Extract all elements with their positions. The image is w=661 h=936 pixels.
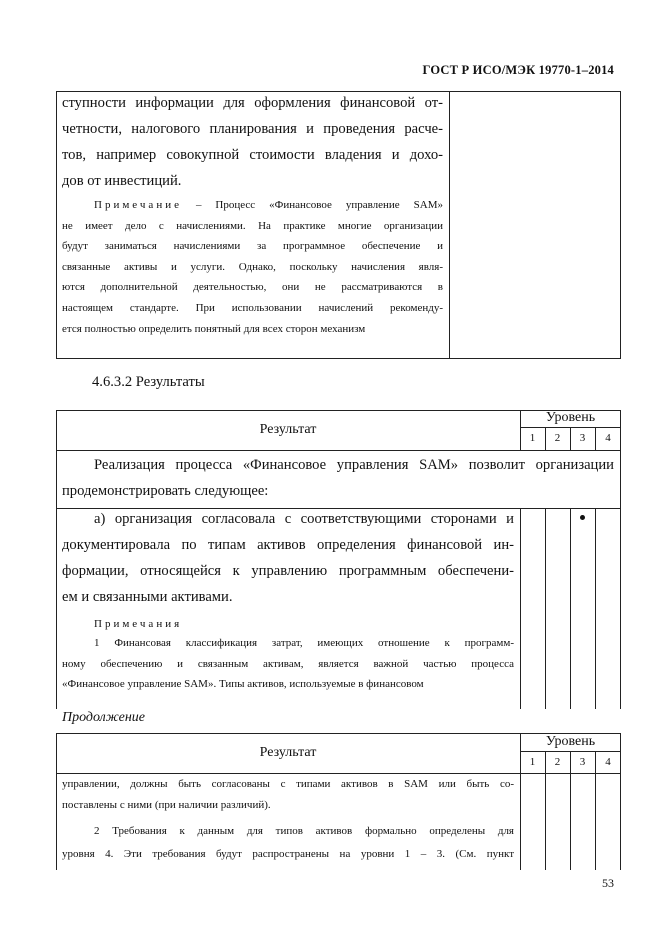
level-3-header: 3 xyxy=(579,756,586,768)
table-2-body-divider xyxy=(595,508,596,709)
table-1-body xyxy=(62,90,443,194)
table-2-intro xyxy=(62,452,614,504)
note-2-line: уровня 4. Эти требования будут распространены на уровни 1 – 3. (См. пункт xyxy=(62,848,514,860)
text-line: дов от инвестиций. xyxy=(62,173,182,189)
level-mark-dot xyxy=(580,515,585,520)
level-4-header: 4 xyxy=(605,756,611,768)
notes-label-text: Примечания xyxy=(94,618,183,630)
page-number: 53 xyxy=(602,876,614,890)
table-3-divider xyxy=(570,751,571,870)
level-1-header: 1 xyxy=(529,756,536,768)
intro-line: продемонстрировать следующее: xyxy=(62,483,269,499)
table-3-divider xyxy=(520,733,521,870)
standard-header: ГОСТ Р ИСО/МЭК 19770-1–2014 xyxy=(422,63,614,77)
note-line: будут заниматься начислениями за программное обеспечение и xyxy=(62,240,443,253)
column-header-result: Результат xyxy=(259,745,317,760)
table-2-body-divider xyxy=(545,508,546,709)
level-1-header: 1 xyxy=(529,432,536,444)
section-heading: 4.6.3.2 Результаты xyxy=(92,374,205,390)
note-line: ются дополнительной деятельностью, они не рассматриваются в xyxy=(62,281,443,294)
level-3-header: 3 xyxy=(579,432,586,444)
note-1-line: 1 Финансовая классификация затрат, имеющих отношение к программ- xyxy=(94,637,514,649)
note-1-line: «Финансовое управление SAM». Типы активов, используемые в финансовом xyxy=(62,678,424,691)
note-label: Примечание xyxy=(94,199,182,211)
continuation-label: Продолжение xyxy=(62,710,145,725)
table-1-divider xyxy=(449,91,450,359)
table-2-body-divider xyxy=(570,508,571,709)
column-header-level: Уровень xyxy=(545,410,596,425)
notes-label xyxy=(94,614,182,635)
note-line: связанные активы и услуги. Однако, поскольку начисления явля- xyxy=(62,260,443,273)
text-line: тов, например совокупной стоимости владения и дохо- xyxy=(62,147,443,163)
text-line: четности, налогового планирования и проведения расче- xyxy=(62,121,443,137)
text-line: ступности информации для оформления финансовой от- xyxy=(62,95,443,111)
item-a-line: а) организация согласовала с соответствующими сторонами и xyxy=(94,511,514,527)
note-1 xyxy=(62,633,514,695)
text-line: управлении, должны быть согласованы с типами активов в SAM или быть со- xyxy=(62,778,514,790)
column-header-result: Результат xyxy=(259,422,317,437)
table-3-divider xyxy=(595,751,596,870)
column-header-level: Уровень xyxy=(545,734,596,749)
intro-line: Реализация процесса «Финансовое управления SAM» позволит организации xyxy=(94,457,614,473)
table-2-body-divider xyxy=(520,508,521,709)
note-2-line: 2 Требования к данным для типов активов формально определены для xyxy=(94,825,514,837)
table-1-note xyxy=(62,195,443,339)
level-2-header: 2 xyxy=(554,432,561,444)
item-a-line: формации, относящейся к управлению программным обеспечени- xyxy=(62,563,514,579)
note-line: ется полностью определить понятный для всех сторон механизм xyxy=(62,322,366,335)
item-a-line: документировала по типам активов определения финансовой ин- xyxy=(62,537,514,553)
item-a xyxy=(62,506,514,610)
note-1-line: ному обеспечению и связанным активам, является важной частью процесса xyxy=(62,657,514,670)
table-3-divider xyxy=(545,751,546,870)
note-line: не имеет дело с начислениями. На практике многие организации xyxy=(62,219,443,232)
text-line: поставлены с ними (при наличии различий). xyxy=(62,798,271,811)
item-a-line: ем и связанными активами. xyxy=(62,589,233,605)
note-2 xyxy=(62,820,514,866)
level-2-header: 2 xyxy=(554,756,561,768)
level-4-header: 4 xyxy=(605,432,611,444)
table-2-header-bottom xyxy=(56,450,621,451)
note-line: настоящем стандарте. При использовании начислений рекоменду- xyxy=(62,301,443,314)
table-3-body xyxy=(62,774,514,815)
note-text: – Процесс «Финансовое управление SAM» xyxy=(181,199,443,211)
note-first-line xyxy=(62,195,443,216)
